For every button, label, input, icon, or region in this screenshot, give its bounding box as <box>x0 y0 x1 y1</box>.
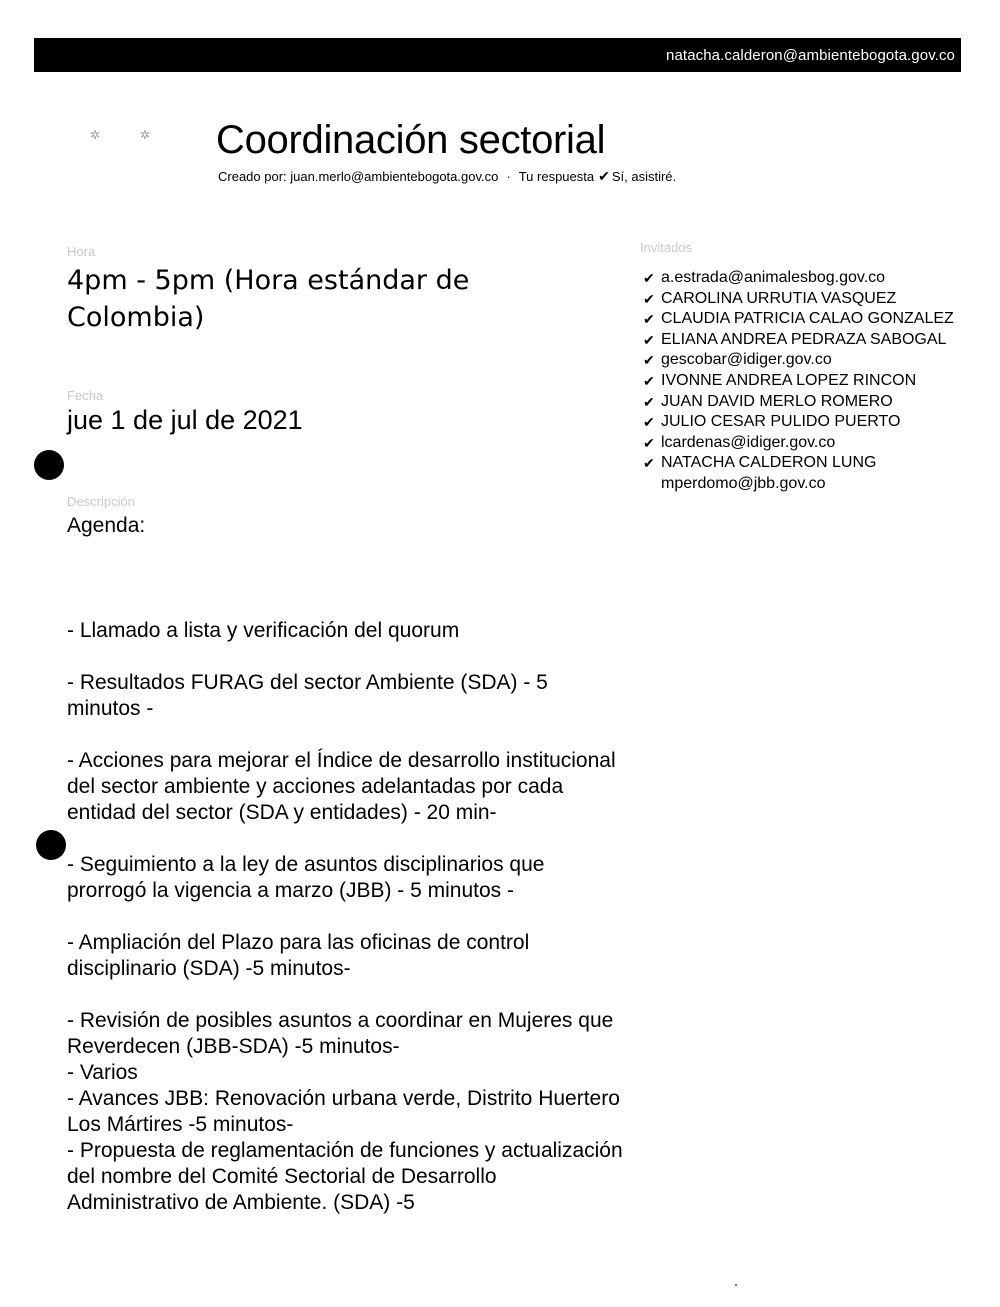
guest-name: IVONNE ANDREA LOPEZ RINCON <box>661 371 917 389</box>
check-icon: ✔ <box>643 414 655 431</box>
guest-item <box>641 268 961 289</box>
guests-label: Invitados <box>640 240 693 255</box>
guest-name: ELIANA ANDREA PEDRAZA SABOGAL <box>661 330 947 348</box>
guest-name: JUAN DAVID MERLO ROMERO <box>661 392 893 410</box>
guest-item <box>641 474 961 495</box>
check-icon: ✔ <box>643 455 655 472</box>
guest-item <box>641 371 961 392</box>
guest-name: CLAUDIA PATRICIA CALAO GONZALEZ <box>661 310 954 328</box>
event-subtitle <box>218 168 676 185</box>
agenda-item: - Ampliación del Plazo para las oficinas de control disciplinario (SDA) -5 minutos- <box>67 931 530 980</box>
separator: · <box>506 169 511 184</box>
guest-list <box>641 268 961 495</box>
guest-item <box>641 309 961 330</box>
check-icon: ✔ <box>643 352 655 369</box>
guest-item <box>641 453 961 474</box>
agenda-item: - Resultados FURAG del sector Ambiente (SDA) - 5 minutos - <box>67 671 548 720</box>
guest-name: JULIO CESAR PULIDO PUERTO <box>661 413 901 431</box>
guest-name: CAROLINA URRUTIA VASQUEZ <box>661 289 897 307</box>
guest-item <box>641 330 961 351</box>
date-label: Fecha <box>67 388 104 403</box>
check-icon: ✔ <box>598 168 610 184</box>
description-label: Descripción <box>67 494 135 509</box>
guest-item <box>641 433 961 454</box>
logo-sparkle-icon: ✲ <box>90 128 101 142</box>
guest-item <box>641 412 961 433</box>
agenda-item: - Propuesta de reglamentación de funciones y actualización del nombre del Comité Sectorial de Desarrollo Administrativo de Ambiente. (SDA) -5 <box>67 1139 623 1214</box>
agenda-item: - Seguimiento a la ley de asuntos disciplinarios que prorrogó la vigencia a marzo (JBB) - 5 minutos - <box>67 853 545 902</box>
guest-name: a.estrada@animalesbog.gov.co <box>661 269 886 286</box>
agenda-item: - Llamado a lista y verificación del quorum <box>67 619 460 642</box>
guest-item <box>641 350 961 371</box>
time-value: 4pm - 5pm (Hora estándar de Colombia) <box>67 265 470 333</box>
agenda-item: - Varios <box>67 1061 138 1084</box>
logo-sparkle-icon: ✲ <box>140 128 151 142</box>
check-icon: ✔ <box>643 434 655 451</box>
guest-name: lcardenas@idiger.gov.co <box>661 433 836 451</box>
date-value: jue 1 de jul de 2021 <box>67 405 303 435</box>
check-icon: ✔ <box>643 290 655 307</box>
agenda-item: - Acciones para mejorar el Índice de desarrollo institucional del sector ambiente y acciones adelantadas por cada entidad del sector (SDA y entidades) - 20 min- <box>67 749 616 824</box>
scan-speck <box>735 1284 737 1286</box>
created-by: Creado por: juan.merlo@ambientebogota.gov.co <box>218 169 499 184</box>
response-label: Tu respuesta <box>518 169 595 184</box>
top-bar <box>34 38 961 72</box>
agenda-item: - Revisión de posibles asuntos a coordinar en Mujeres que Reverdecen (JBB-SDA) -5 minutos- <box>67 1009 614 1058</box>
check-icon: ✔ <box>643 270 655 286</box>
check-icon: ✔ <box>643 331 655 348</box>
check-icon: ✔ <box>643 311 655 328</box>
guest-item <box>641 289 961 310</box>
guest-item <box>641 392 961 413</box>
time-label: Hora <box>67 244 96 259</box>
agenda-list <box>67 618 627 1216</box>
punch-hole-mark <box>36 830 66 860</box>
check-icon: ✔ <box>643 372 655 389</box>
guest-name: NATACHA CALDERON LUNG <box>661 454 877 472</box>
guest-name: mperdomo@jbb.gov.co <box>661 474 826 492</box>
event-title: Coordinación sectorial <box>216 118 606 162</box>
agenda-title: Agenda: <box>67 514 146 537</box>
guest-name: gescobar@idiger.gov.co <box>661 351 832 369</box>
response-value: Sí, asistiré. <box>611 169 677 184</box>
user-email: natacha.calderon@ambientebogota.gov.co <box>666 47 955 64</box>
punch-hole-mark <box>34 450 64 480</box>
check-icon: ✔ <box>643 393 655 410</box>
agenda-item: - Avances JBB: Renovación urbana verde, Distrito Huertero Los Mártires -5 minutos- <box>67 1087 620 1136</box>
